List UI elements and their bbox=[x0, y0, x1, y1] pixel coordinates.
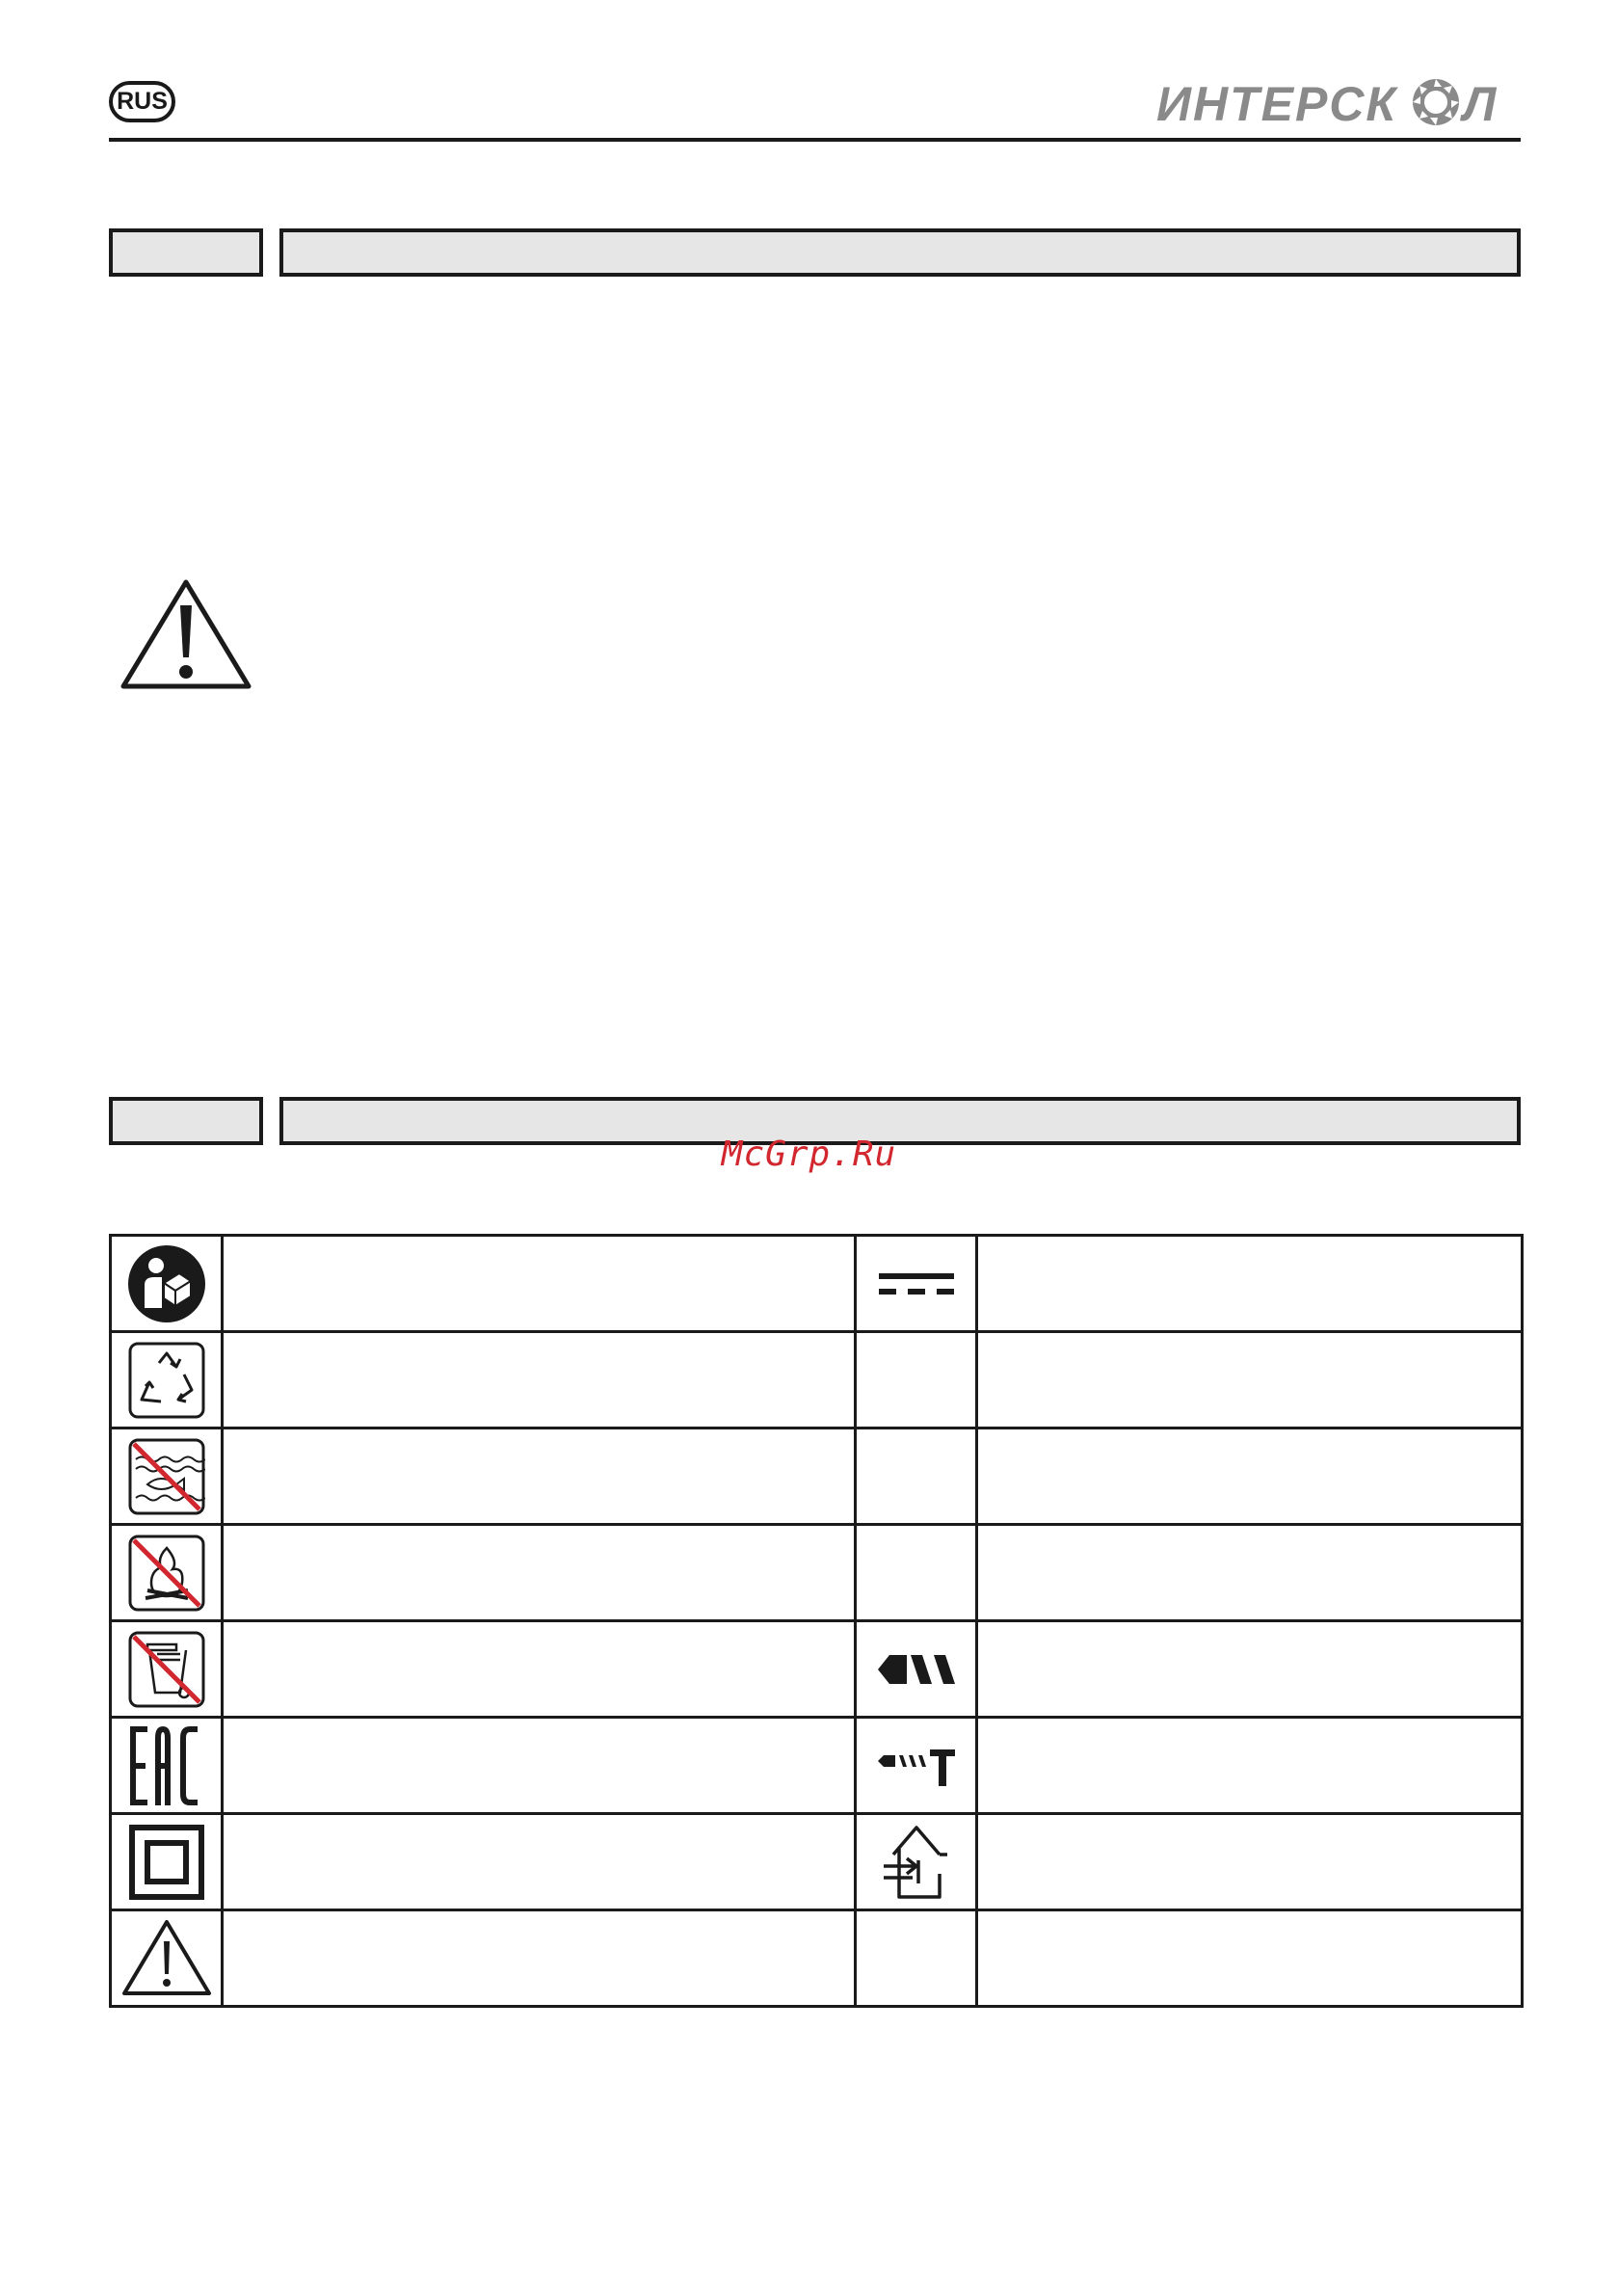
symbol-cell bbox=[111, 1236, 223, 1332]
symbol-cell bbox=[856, 1428, 977, 1525]
hammer-drilling-mode-icon bbox=[878, 1746, 955, 1786]
read-manual-icon bbox=[127, 1244, 206, 1323]
symbol-cell bbox=[856, 1814, 977, 1910]
no-fire-disposal-icon bbox=[128, 1535, 205, 1612]
symbol-cell bbox=[856, 1910, 977, 2007]
table-row bbox=[111, 1236, 1523, 1332]
no-water-disposal-icon bbox=[128, 1438, 205, 1515]
symbol-cell bbox=[856, 1621, 977, 1718]
table-row bbox=[111, 1718, 1523, 1814]
indoor-use-icon bbox=[880, 1822, 953, 1903]
symbol-cell bbox=[111, 1525, 223, 1621]
symbol-cell bbox=[856, 1525, 977, 1621]
symbol-cell bbox=[856, 1236, 977, 1332]
symbol-description bbox=[223, 1910, 856, 2007]
double-insulation-icon bbox=[128, 1824, 205, 1901]
symbol-description bbox=[223, 1332, 856, 1428]
symbol-description bbox=[977, 1525, 1523, 1621]
symbol-description bbox=[977, 1332, 1523, 1428]
symbol-description bbox=[977, 1236, 1523, 1332]
brand-logo bbox=[1156, 75, 1523, 129]
direct-current-icon bbox=[879, 1269, 954, 1298]
recycling-icon bbox=[128, 1342, 205, 1419]
symbol-cell bbox=[856, 1718, 977, 1814]
symbol-description bbox=[223, 1236, 856, 1332]
symbol-cell bbox=[856, 1332, 977, 1428]
eac-mark-icon bbox=[128, 1724, 205, 1807]
symbol-description bbox=[977, 1428, 1523, 1525]
symbol-description bbox=[223, 1621, 856, 1718]
table-row bbox=[111, 1621, 1523, 1718]
table-row bbox=[111, 1428, 1523, 1525]
symbol-description bbox=[223, 1525, 856, 1621]
table-row bbox=[111, 1332, 1523, 1428]
warning-triangle-icon bbox=[118, 576, 254, 694]
table-row bbox=[111, 1525, 1523, 1621]
symbol-description bbox=[977, 1718, 1523, 1814]
watermark: McGrp.Ru bbox=[721, 1135, 897, 1174]
svg-text:ИНТЕРСК: ИНТЕРСК bbox=[1156, 77, 1398, 129]
symbols-table bbox=[109, 1234, 1524, 2008]
table-row bbox=[111, 1814, 1523, 1910]
symbol-cell bbox=[111, 1814, 223, 1910]
drilling-mode-icon bbox=[878, 1653, 955, 1686]
no-household-waste-icon bbox=[128, 1631, 205, 1708]
symbol-cell bbox=[111, 1910, 223, 2007]
svg-text:Л: Л bbox=[1463, 77, 1497, 129]
language-badge: RUS bbox=[109, 81, 175, 122]
warning-icon bbox=[120, 1918, 213, 1999]
symbol-description bbox=[977, 1621, 1523, 1718]
symbol-cell bbox=[111, 1621, 223, 1718]
header-rule bbox=[109, 138, 1521, 142]
section-1-number bbox=[109, 228, 263, 277]
symbol-description bbox=[977, 1814, 1523, 1910]
table-row bbox=[111, 1910, 1523, 2007]
symbol-description bbox=[223, 1718, 856, 1814]
symbol-description bbox=[977, 1910, 1523, 2007]
section-1-title bbox=[279, 228, 1521, 277]
symbol-cell bbox=[111, 1332, 223, 1428]
symbol-cell bbox=[111, 1428, 223, 1525]
symbol-description bbox=[223, 1814, 856, 1910]
symbol-cell bbox=[111, 1718, 223, 1814]
symbol-description bbox=[223, 1428, 856, 1525]
